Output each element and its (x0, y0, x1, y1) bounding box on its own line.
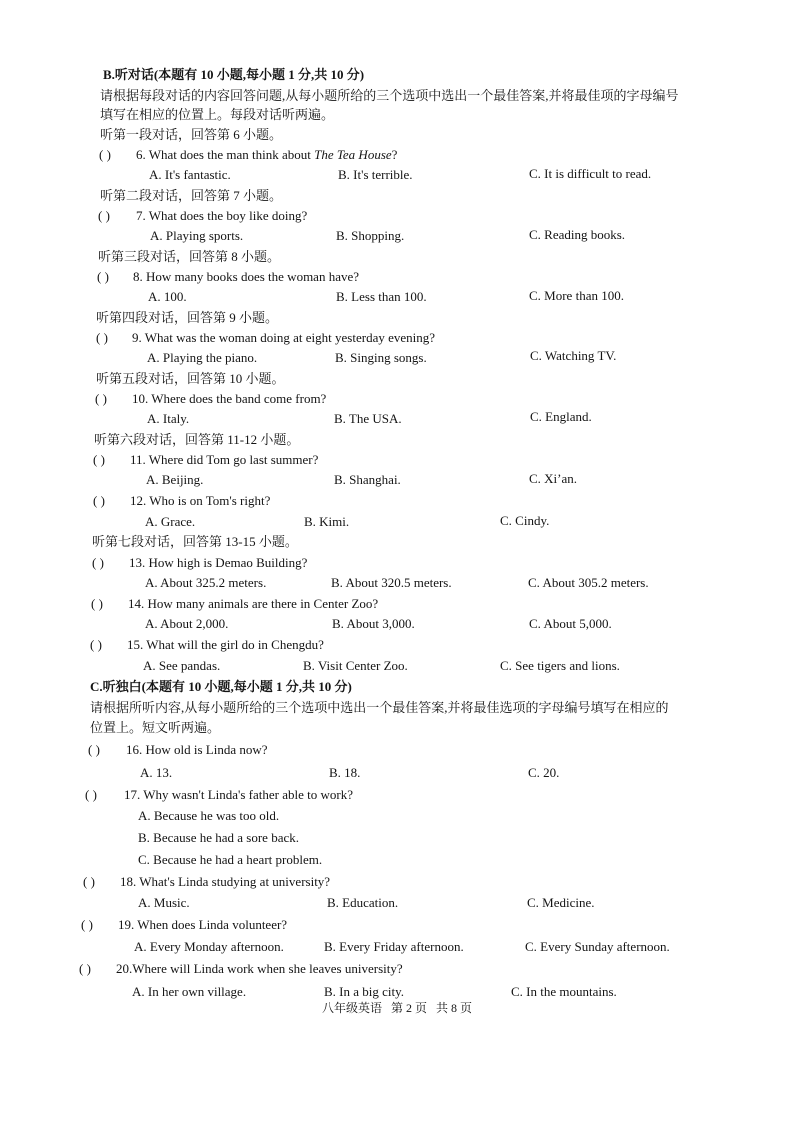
answer-blank-10[interactable]: ( ) (95, 391, 107, 406)
q14-option-a[interactable]: A. About 2,000. (145, 616, 229, 631)
q6-option-b[interactable]: B. It's terrible. (338, 167, 413, 182)
q11-option-b[interactable]: B. Shanghai. (334, 472, 401, 487)
q9-option-b[interactable]: B. Singing songs. (335, 350, 427, 365)
question-9: 9. What was the woman doing at eight yesterday evening? (132, 330, 436, 345)
question-8: 8. How many books does the woman have? (133, 269, 360, 284)
q10-option-a[interactable]: A. Italy. (147, 411, 190, 426)
answer-blank-18[interactable]: ( ) (83, 874, 95, 889)
section-c-instruction-2: 位置上。短文听两遍。 (90, 720, 221, 735)
footer-subject: 八年级英语 (321, 1001, 382, 1015)
q10-option-c[interactable]: C. England. (530, 409, 592, 424)
question-10: 10. Where does the band come from? (132, 391, 327, 406)
q7-option-a[interactable]: A. Playing sports. (150, 228, 244, 243)
q8-option-c[interactable]: C. More than 100. (529, 288, 624, 303)
section-b-heading: B.听对话(本题有 10 小题,每小题 1 分,共 10 分) (103, 67, 365, 82)
answer-blank-12[interactable]: ( ) (93, 493, 105, 508)
q15-option-c[interactable]: C. See tigers and lions. (500, 658, 620, 673)
q16-option-c[interactable]: C. 20. (528, 765, 560, 780)
answer-blank-19[interactable]: ( ) (81, 917, 93, 932)
q7-option-b[interactable]: B. Shopping. (336, 228, 405, 243)
answer-blank-9[interactable]: ( ) (96, 330, 108, 345)
section-c-heading: C.听独白(本题有 10 小题,每小题 1 分,共 10 分) (90, 679, 352, 694)
question-14: 14. How many animals are there in Center Zoo? (128, 596, 379, 611)
q19-option-a[interactable]: A. Every Monday afternoon. (134, 939, 284, 954)
question-13: 13. How high is Demao Building? (129, 555, 308, 570)
q18-option-c[interactable]: C. Medicine. (527, 895, 595, 910)
answer-blank-17[interactable]: ( ) (85, 787, 97, 802)
q12-option-b[interactable]: B. Kimi. (304, 514, 350, 529)
question-7: 7. What does the boy like doing? (136, 208, 308, 223)
q15-option-b[interactable]: B. Visit Center Zoo. (303, 658, 408, 673)
q17-option-b[interactable]: B. Because he had a sore back. (138, 830, 299, 845)
q16-option-a[interactable]: A. 13. (140, 765, 173, 780)
q10-option-b[interactable]: B. The USA. (334, 411, 402, 426)
question-20: 20.Where will Linda work when she leaves university? (116, 961, 403, 976)
q9-option-a[interactable]: A. Playing the piano. (147, 350, 258, 365)
footer-page-number: 第 2 页 (390, 1001, 427, 1015)
question-11: 11. Where did Tom go last summer? (130, 452, 319, 467)
q13-option-a[interactable]: A. About 325.2 meters. (145, 575, 267, 590)
q15-option-a[interactable]: A. See pandas. (143, 658, 221, 673)
page-footer (0, 1000, 794, 1016)
section-b-instruction-2: 填写在相应的位置上。每段对话听两遍。 (100, 107, 335, 122)
q18-option-b[interactable]: B. Education. (327, 895, 399, 910)
answer-blank-16[interactable]: ( ) (88, 742, 100, 757)
section-c-instruction-1: 请根据所听内容,从每小题所给的三个选项中选出一个最佳答案,并将最佳选项的字母编号填写在相应的 (90, 700, 669, 715)
dialog-4-prompt: 听第四段对话，回答第 9 小题。 (96, 310, 279, 325)
answer-blank-8[interactable]: ( ) (97, 269, 109, 284)
question-6-text: 6. What does the man think about (136, 147, 315, 162)
q11-option-c[interactable]: C. Xi’an. (529, 471, 578, 486)
answer-blank-20[interactable]: ( ) (79, 961, 91, 976)
dialog-6-prompt: 听第六段对话，回答第 11-12 小题。 (94, 432, 300, 447)
q12-option-a[interactable]: A. Grace. (145, 514, 196, 529)
footer-total-pages: 共 8 页 (436, 1001, 473, 1015)
q20-option-c[interactable]: C. In the mountains. (511, 984, 617, 999)
answer-blank-7[interactable]: ( ) (98, 208, 110, 223)
question-6-title: The Tea House (314, 147, 392, 162)
question-12: 12. Who is on Tom's right? (130, 493, 271, 508)
q9-option-c[interactable]: C. Watching TV. (530, 348, 617, 363)
q12-option-c[interactable]: C. Cindy. (500, 513, 550, 528)
question-19: 19. When does Linda volunteer? (118, 917, 288, 932)
question-17: 17. Why wasn't Linda's father able to work? (124, 787, 353, 802)
answer-blank-14[interactable]: ( ) (91, 596, 103, 611)
q8-option-a[interactable]: A. 100. (148, 289, 187, 304)
q8-option-b[interactable]: B. Less than 100. (336, 289, 427, 304)
answer-blank-13[interactable]: ( ) (92, 555, 104, 570)
question-15: 15. What will the girl do in Chengdu? (127, 637, 324, 652)
q20-option-a[interactable]: A. In her own village. (132, 984, 247, 999)
q11-option-a[interactable]: A. Beijing. (146, 472, 204, 487)
section-b-instruction-1: 请根据每段对话的内容回答问题,从每小题所给的三个选项中选出一个最佳答案,并将最佳项的字母编号 (100, 88, 679, 103)
question-16: 16. How old is Linda now? (126, 742, 268, 757)
q18-option-a[interactable]: A. Music. (138, 895, 190, 910)
q20-option-b[interactable]: B. In a big city. (324, 984, 405, 999)
answer-blank-11[interactable]: ( ) (93, 452, 105, 467)
q19-option-b[interactable]: B. Every Friday afternoon. (324, 939, 464, 954)
q19-option-c[interactable]: C. Every Sunday afternoon. (525, 939, 670, 954)
q14-option-b[interactable]: B. About 3,000. (332, 616, 415, 631)
q7-option-c[interactable]: C. Reading books. (529, 227, 626, 242)
question-6 (136, 146, 397, 164)
q17-option-c[interactable]: C. Because he had a heart problem. (138, 852, 323, 867)
dialog-3-prompt: 听第三段对话，回答第 8 小题。 (98, 249, 281, 264)
q13-option-b[interactable]: B. About 320.5 meters. (331, 575, 452, 590)
q6-option-a[interactable]: A. It's fantastic. (149, 167, 231, 182)
question-6-mark: ? (391, 147, 398, 162)
q13-option-c[interactable]: C. About 305.2 meters. (528, 575, 649, 590)
q6-option-c[interactable]: C. It is difficult to read. (529, 166, 652, 181)
dialog-7-prompt: 听第七段对话，回答第 13-15 小题。 (92, 534, 298, 549)
q14-option-c[interactable]: C. About 5,000. (529, 616, 612, 631)
q16-option-b[interactable]: B. 18. (329, 765, 361, 780)
answer-blank-6[interactable]: ( ) (99, 147, 111, 162)
dialog-2-prompt: 听第二段对话，回答第 7 小题。 (100, 188, 283, 203)
q17-option-a[interactable]: A. Because he was too old. (138, 808, 280, 823)
dialog-5-prompt: 听第五段对话，回答第 10 小题。 (96, 371, 285, 386)
answer-blank-15[interactable]: ( ) (90, 637, 102, 652)
question-18: 18. What's Linda studying at university? (120, 874, 331, 889)
dialog-1-prompt: 听第一段对话，回答第 6 小题。 (100, 127, 283, 142)
